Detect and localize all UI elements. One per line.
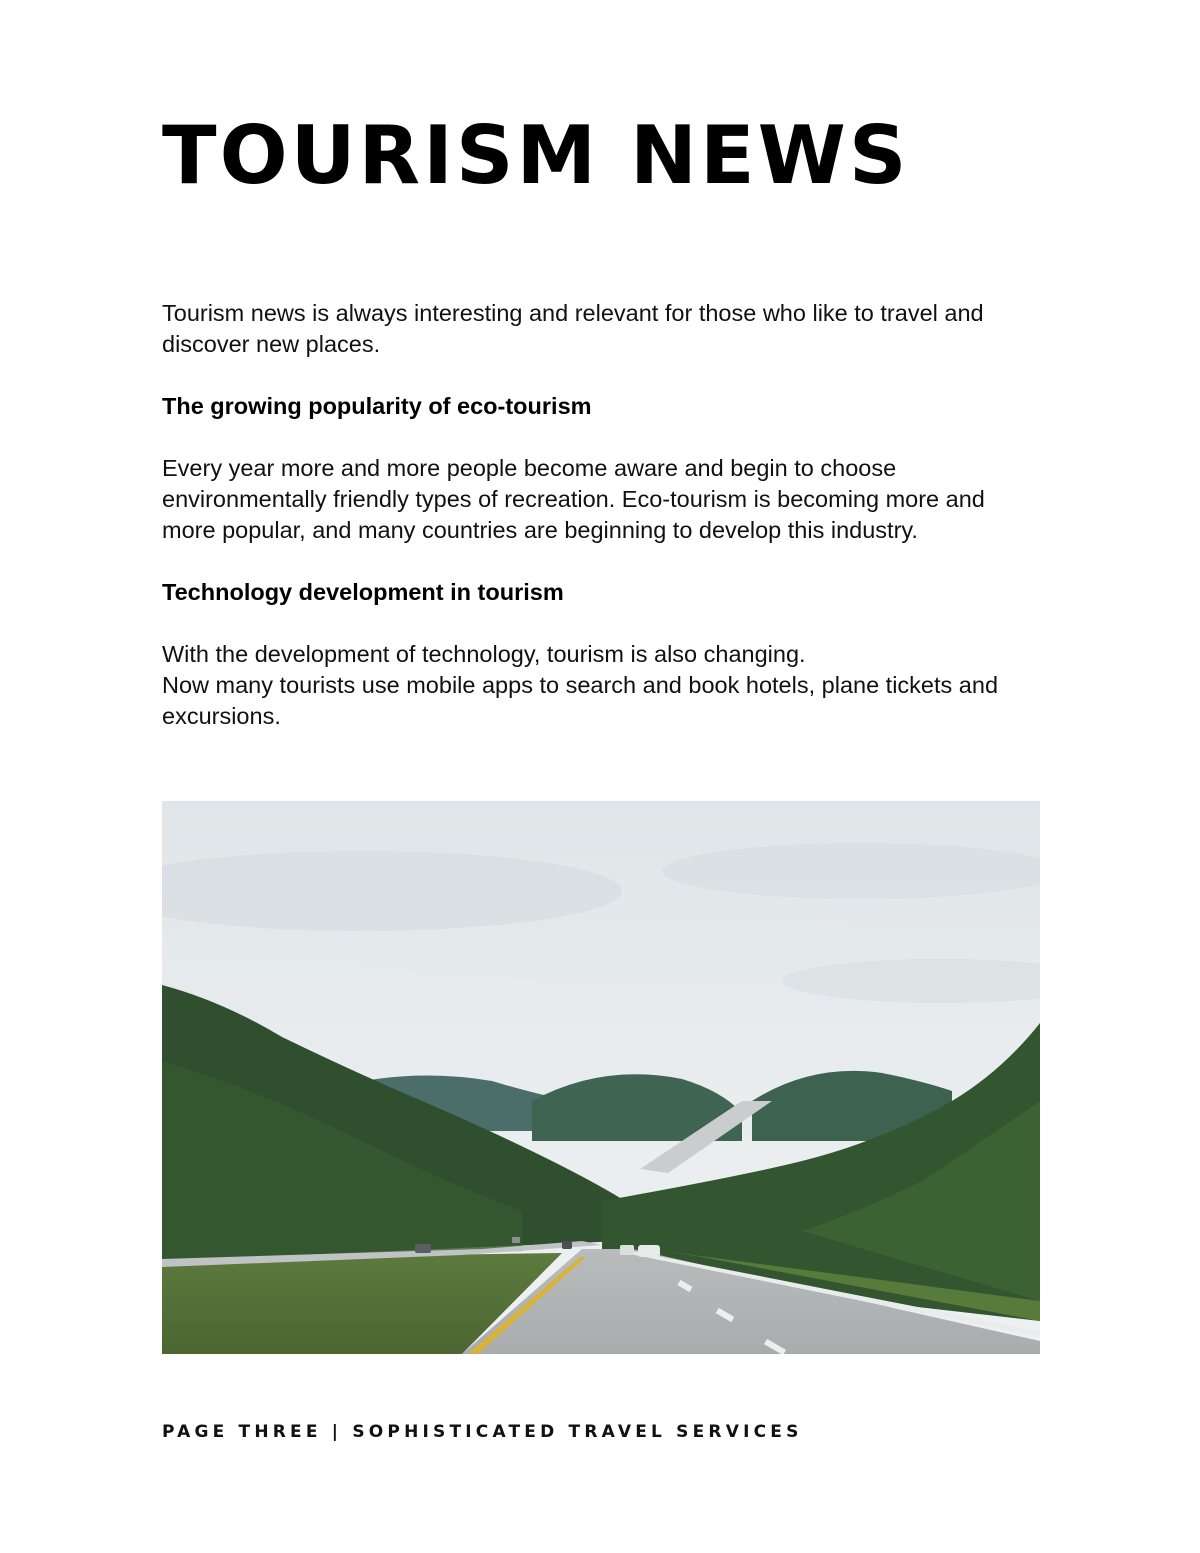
- document-page: [162, 0, 1042, 1553]
- page-title: TOURISM NEWS: [162, 109, 910, 202]
- article-body: [162, 298, 1042, 732]
- section-text-technology-line2: Now many tourists use mobile apps to search and book hotels, plane tickets and excursions.: [162, 672, 999, 729]
- highway-landscape-photo: [162, 801, 1040, 1354]
- section-text-eco-tourism: Every year more and more people become aware and begin to choose environmentally friendly types of recreation. Eco-tourism is becoming more and more popular, and many countries are beginning to develop this industry.: [162, 455, 985, 543]
- section-heading-technology: Technology development in tourism: [162, 579, 564, 605]
- page-footer: PAGE THREE | SOPHISTICATED TRAVEL SERVICES: [162, 1422, 803, 1442]
- section-text-technology-line1: With the development of technology, tourism is also changing.: [162, 641, 806, 667]
- intro-paragraph: Tourism news is always interesting and relevant for those who like to travel and discover new places.: [162, 300, 984, 357]
- section-heading-eco-tourism: The growing popularity of eco-tourism: [162, 393, 592, 419]
